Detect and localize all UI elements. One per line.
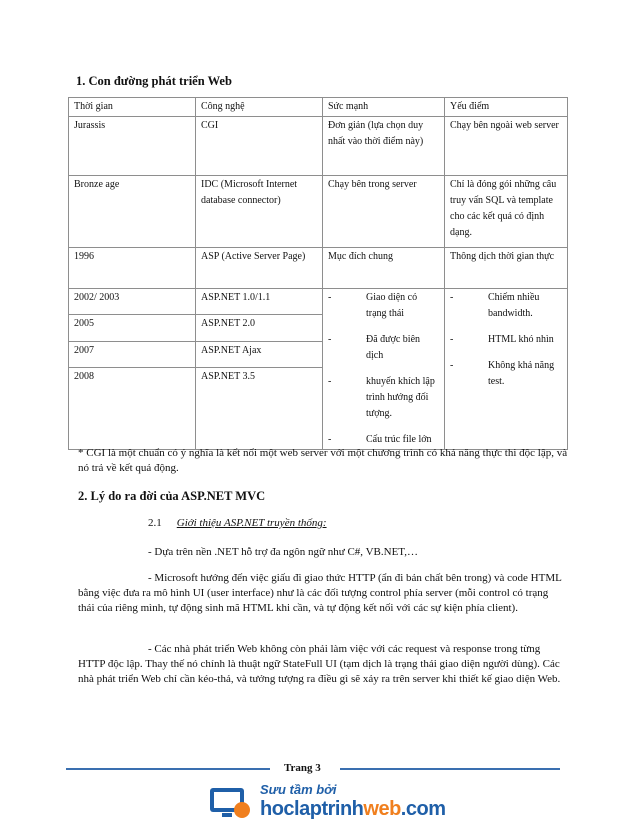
paragraph: - Các nhà phát triển Web không còn phải làm việc với các request và response trong từng HTTP độc lập. Thay thế nó chính là thuật ngữ StateFull UI (tạm dịch là trạng thái giao diện người dùng). Các nhà phát triển Web chỉ cần kéo-thả, và tưởng tượng ra điều gì sẽ xảy ra trên server khi thiết kế giao diện Web. <box>78 643 561 685</box>
table-header-row <box>69 98 568 117</box>
table-row <box>69 117 568 176</box>
table-cell: Bronze age <box>69 176 196 248</box>
logo-site-name: hoclaptrinhweb.com <box>260 798 446 820</box>
subsection-title: Giới thiệu ASP.NET truyền thống: <box>176 517 327 529</box>
paragraph: - Dựa trên nền .NET hỗ trợ đa ngôn ngữ như C#, VB.NET,… <box>148 546 418 558</box>
table-cell: Mục đích chung <box>323 248 445 289</box>
footer-divider-right <box>340 768 560 770</box>
footer-divider-left <box>66 768 270 770</box>
table-cell: ASP (Active Server Page) <box>196 248 323 289</box>
table-cell: Chạy bên ngoài web server <box>445 117 568 176</box>
table-cell: 2005 <box>69 315 196 341</box>
table-row <box>69 248 568 289</box>
table-row <box>69 289 568 315</box>
strengths-cell <box>323 289 445 450</box>
strength-item: - khuyến khích lập trình hướng đối tượng. <box>328 376 435 419</box>
table-cell: Jurassis <box>69 117 196 176</box>
table-cell: 2008 <box>69 368 196 450</box>
site-logo <box>200 780 450 824</box>
table-cell: ASP.NET 1.0/1.1 <box>196 289 323 315</box>
section-1-title: 1. Con đường phát triển Web <box>76 74 232 88</box>
table-cell: CGI <box>196 117 323 176</box>
header-cell: Công nghệ <box>196 98 323 117</box>
weakness-item: - Chiếm nhiều bandwidth. <box>450 292 540 319</box>
table-cell: ASP.NET 2.0 <box>196 315 323 341</box>
header-cell: Thời gian <box>69 98 196 117</box>
table-cell: ASP.NET Ajax <box>196 341 323 367</box>
paragraph: - Microsoft hướng đến việc giấu đi giao thức HTTP (ẩn đi bản chất bên trong) và code HTML bằng việc đưa ra mô hình UI (user interface) như là các đối tượng control phía server (mỗi control có trạng thái của riêng mình, tự động sinh mã HTML khi cần, và tự động kết nối với các sự kiện phía client). <box>78 572 562 614</box>
table-cell: 2007 <box>69 341 196 367</box>
table-cell: 1996 <box>69 248 196 289</box>
header-cell: Yếu điểm <box>445 98 568 117</box>
table-cell: Thông dịch thời gian thực <box>445 248 568 289</box>
table-row <box>69 176 568 248</box>
subsection-heading <box>148 517 327 529</box>
table-cell: IDC (Microsoft Internet database connector) <box>196 176 323 248</box>
web-history-table <box>68 97 568 450</box>
page-number: Trang 3 <box>284 762 321 774</box>
table-cell: Chạy bên trong server <box>323 176 445 248</box>
table-cell: Chỉ là đóng gói những câu truy vấn SQL và template cho các kết quả có định dạng. <box>445 176 568 248</box>
weaknesses-cell <box>445 289 568 450</box>
table-cell: Đơn giản (lựa chọn duy nhất vào thời điểm này) <box>323 117 445 176</box>
table-cell: 2002/ 2003 <box>69 289 196 315</box>
weakness-item: - Không khả năng test. <box>450 360 555 387</box>
logo-tagline: Sưu tầm bởi <box>260 782 337 797</box>
screen-logo-icon <box>208 784 252 820</box>
subsection-number: 2.1 <box>148 517 162 529</box>
cgi-note: * CGI là một chuẩn có ý nghĩa là kết nối một web server với một chương trình có khả năng thực thi độc lập, và nó trả về kết quả động. <box>78 447 568 474</box>
table-cell: ASP.NET 3.5 <box>196 368 323 450</box>
strength-item: - Đã được biên dịch <box>328 334 421 361</box>
strength-item: - Giao diện có trạng thái <box>328 292 418 319</box>
header-cell: Sức mạnh <box>323 98 445 117</box>
strength-item: - Cấu trúc file lớn <box>328 434 432 445</box>
section-2-title: 2. Lý do ra đời của ASP.NET MVC <box>78 489 266 503</box>
weakness-item: - HTML khó nhìn <box>450 334 554 345</box>
